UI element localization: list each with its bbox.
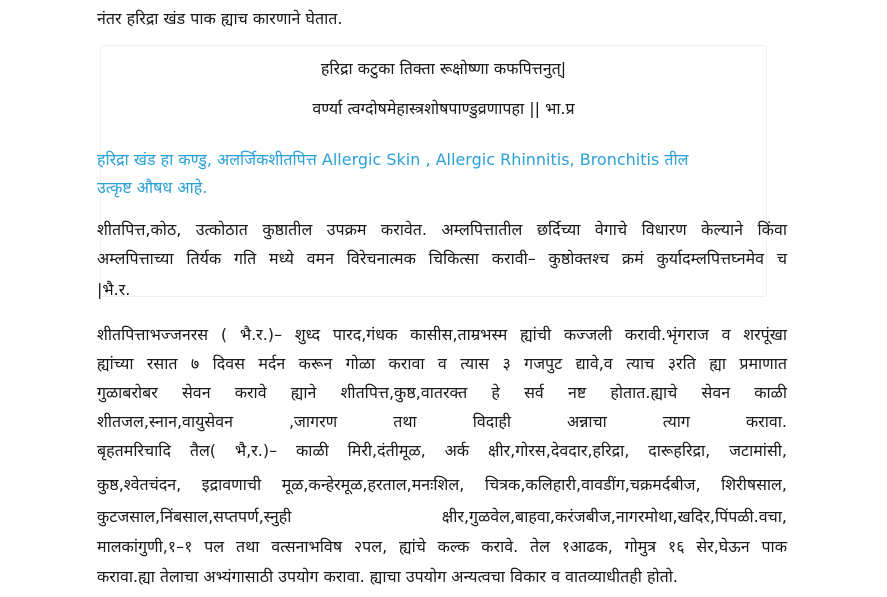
para1-line-2: अम्लपित्ताच्या तिर्यक गति मध्ये वमन विरेचनात्मक चिकित्सा करावी– कुष्ठोक्तश्च क्रमं कुर्यादम्लपित्तघ्नमेव च [97, 249, 787, 268]
verse-line-1: हरिद्रा कटुका तिक्ता रूक्षोष्णा कफपित्तनुत्| [320, 59, 567, 78]
para2-line-4: शीतजल,स्नान,वायुसेवन ,जागरण तथा विदाही अन्नाचा त्याग करावा. [97, 412, 787, 431]
intro-line: नंतर हरिद्रा खंड पाक ह्याच कारणाने घेतात. [97, 9, 343, 28]
para2-line-2: ह्यांच्या रसात ७ दिवस मर्दन करून गोळा करावा व त्यास ३ गजपुट द्यावे,व त्याच ३रति ह्या प्रमाणात [97, 354, 787, 373]
para2-line-3: गुळाबरोबर सेवन करावे ह्याने शीतपित्त,कुष्ठ,वातरक्त हे सर्व नष्ट होतात.ह्याचे सेवन काळी [97, 383, 787, 402]
para2-line-8: मालकांगुणी,१–१ पल तथा वत्सनाभविष २पल, ह्यांचे कल्क करावे. तेल १आढक, गोमुत्र १६ सेर,घेऊन पाक [97, 537, 787, 556]
para2-line-5: बृहतमरिचादि तैल( भै,र.)– काळी मिरी,दंतीमूळ, अर्क क्षीर,गोरस,देवदार,हरिद्रा, दारूहरिद्रा, जटामांसी, [97, 441, 787, 460]
highlight-line-2: उत्कृष्ट औषध आहे. [97, 178, 208, 197]
para2-line-6: कुष्ठ,श्वेतचंदन, इद्रावणाची मूळ,कन्हेरमूळ,हरताल,मनःशिल, चित्रक,कलिहारी,वावडींग,चक्रमर्दबीज, शिरीषसाल, [97, 475, 787, 494]
para2-line-7: कुटजसाल,निंबसाल,सप्तपर्ण,स्नुही क्षीर,गुळवेल,बाहवा,करंजबीज,नागरमोथा,खदिर,पिंपळी.वचा, [97, 507, 787, 526]
verse-line-2: वर्ण्या त्वग्दोषमेहास्त्रशोषपाण्डुव्रणापहा || भा.प्र [312, 99, 575, 118]
para2-line-1: शीतपित्ताभज्जनरस ( भै.र.)– शुध्द पारद,गंधक कासीस,ताम्रभस्म ह्यांची कज्जली करावी.भृंगराज व शरपूंखा [97, 325, 787, 344]
para1-line-3: |भै.र. [97, 280, 131, 299]
para2-line-9: करावा.ह्या तेलाचा अभ्यंगासाठी उपयोग करावा. ह्याचा उपयोग अन्यत्वचा विकार व वातव्याधीतही होतो. [97, 567, 678, 586]
para1-line-1: शीतपित्त,कोठ, उत्कोठात कुष्ठातील उपक्रम करावेत. अम्लपित्तातील छर्दिच्या वेगाचे विधारण केल्याने किंवा [97, 220, 787, 239]
highlight-line-1: हरिद्रा खंड हा कण्डु, अलर्जिकशीतपित्त Allergic Skin , Allergic Rhinnitis, Bronchitis तील [97, 150, 689, 169]
